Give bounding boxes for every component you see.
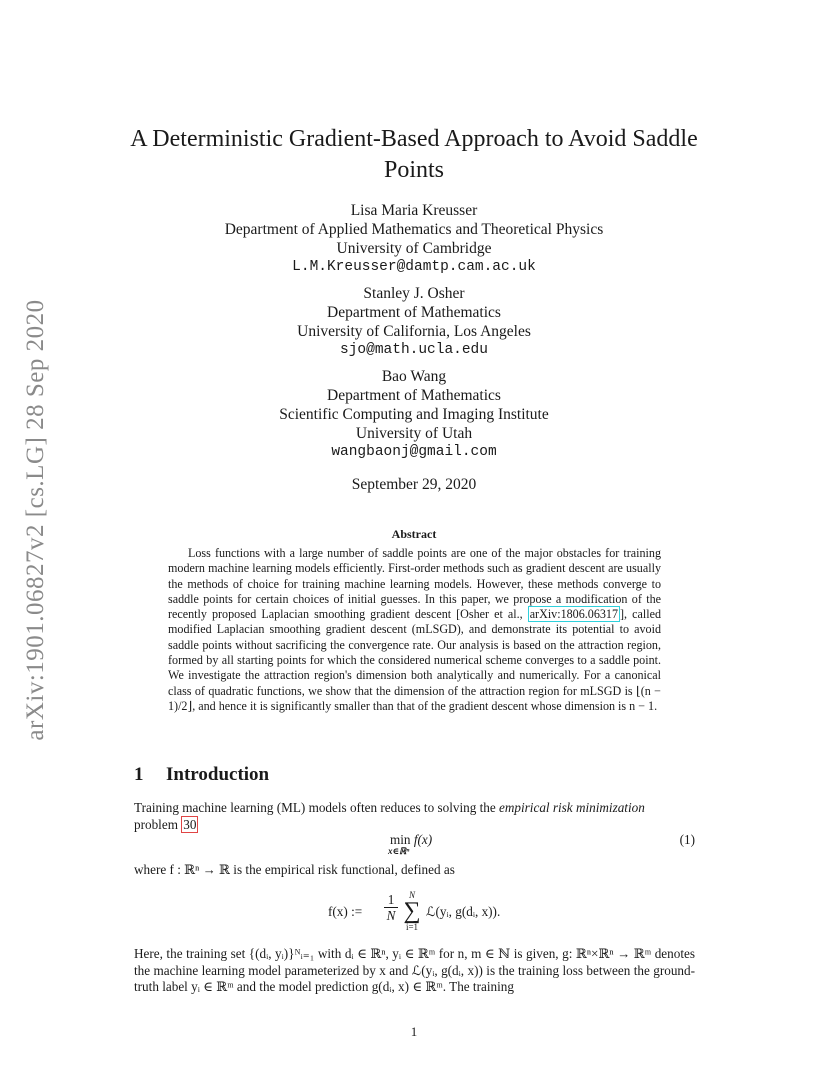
author-email[interactable]: L.M.Kreusser@damtp.cam.ac.uk (292, 259, 536, 275)
paragraph-text: problem (134, 816, 182, 832)
abstract-body (168, 546, 661, 714)
equation-subscript: x∈ℝⁿ (388, 846, 410, 856)
author-block (100, 201, 728, 277)
min-operator: min (390, 832, 411, 847)
sum-upper: N (408, 890, 415, 900)
arxiv-link[interactable]: arXiv:1806.06317 (529, 607, 619, 622)
section-title: Introduction (166, 764, 270, 785)
author-affiliation: University of Utah (355, 425, 473, 442)
paragraph-text: Training machine learning (ML) models often reduces to solving the (134, 800, 500, 815)
fraction-numerator: 1 (387, 892, 395, 907)
abstract-heading: Abstract (391, 527, 437, 541)
section-heading (134, 764, 269, 786)
arxiv-stamp: arXiv:1901.06827v2 [cs.LG] 28 Sep 2020 (22, 299, 49, 741)
author-block (100, 284, 728, 360)
paper-date: September 29, 2020 (351, 476, 477, 493)
intro-paragraph (134, 800, 695, 833)
sum-lower: i=1 (405, 922, 419, 932)
equation-expression: f(x) (413, 832, 433, 847)
equation-risk (134, 888, 695, 938)
author-affiliation: Scientific Computing and Imaging Institute (279, 406, 549, 423)
author-list (100, 201, 728, 469)
author-affiliation: University of Cambridge (336, 240, 492, 257)
citation-link[interactable]: 30 (183, 816, 197, 832)
section-number: 1 (134, 764, 144, 785)
equation-1 (134, 832, 695, 858)
author-name: Stanley J. Osher (363, 285, 465, 302)
author-block (100, 367, 728, 462)
author-name: Lisa Maria Kreusser (350, 202, 478, 219)
intro-paragraph: where f : ℝⁿ → ℝ is the empirical risk functional, defined as (134, 862, 455, 877)
author-email[interactable]: wangbaonj@gmail.com (331, 444, 497, 460)
fraction-denominator: N (386, 908, 396, 923)
fraction (384, 893, 398, 922)
author-affiliation: University of California, Los Angeles (297, 323, 531, 340)
author-email[interactable]: sjo@math.ucla.edu (340, 342, 488, 358)
title-line-2: Points (383, 157, 445, 183)
equation-number: (1) (679, 832, 695, 847)
equation-lhs: f(x) := (328, 904, 363, 919)
abstract-text: ], called modified Laplacian smoothing gradient descent (mLSGD), and demonstrate its potential to avoid saddle points without sacrificing the convergence rate. Our analysis is based on the attraction region, formed by all starting points for which the considered numerical scheme converges to a saddle point. We investigate the attraction region's dimension both analytically and numerically. For a canonical class of quadratic functions, we show that the dimension of the attraction region for mLSGD is ⌊(n − 1)/2⌋, and hence it is significantly smaller than that of the gradient descent whose dimension is n − 1. (168, 607, 661, 713)
author-affiliation: Department of Mathematics (327, 304, 501, 321)
emphasis-text: empirical risk minimization (499, 800, 645, 815)
sum-symbol: ∑ (403, 898, 421, 924)
paper-title (100, 124, 728, 186)
sum-operator (402, 890, 422, 932)
intro-paragraph: Here, the training set {(dᵢ, yᵢ)}ᴺᵢ₌₁ with dᵢ ∈ ℝⁿ, yᵢ ∈ ℝᵐ for n, m ∈ ℕ is given, g: ℝⁿ×ℝⁿ → ℝᵐ denotes the machine learning model parameterized by x and ℒ(yᵢ, g(dᵢ, x)) is the training loss between the ground-truth label yᵢ ∈ ℝᵐ and the model prediction g(dᵢ, x) ∈ ℝᵐ. The training (134, 946, 695, 994)
author-name: Bao Wang (381, 368, 447, 385)
title-line-1: A Deterministic Gradient-Based Approach to Avoid Saddle (130, 126, 698, 152)
author-affiliation: Department of Mathematics (327, 387, 501, 404)
abstract-text: Loss functions with a large number of saddle points are one of the major obstacles for training modern machine learning models efficiently. First-order methods such as gradient descent are usually the methods of choice for training machine learning models. However, these methods converge to saddle points for certain choices of initial guesses. In this paper, we propose a modification of the recently proposed Laplacian smoothing gradient descent [Osher et al., (168, 546, 661, 622)
page-number: 1 (410, 1024, 418, 1039)
author-affiliation: Department of Applied Mathematics and Theoretical Physics (224, 221, 604, 238)
equation-rhs: ℒ(yᵢ, g(dᵢ, x)). (426, 904, 501, 919)
